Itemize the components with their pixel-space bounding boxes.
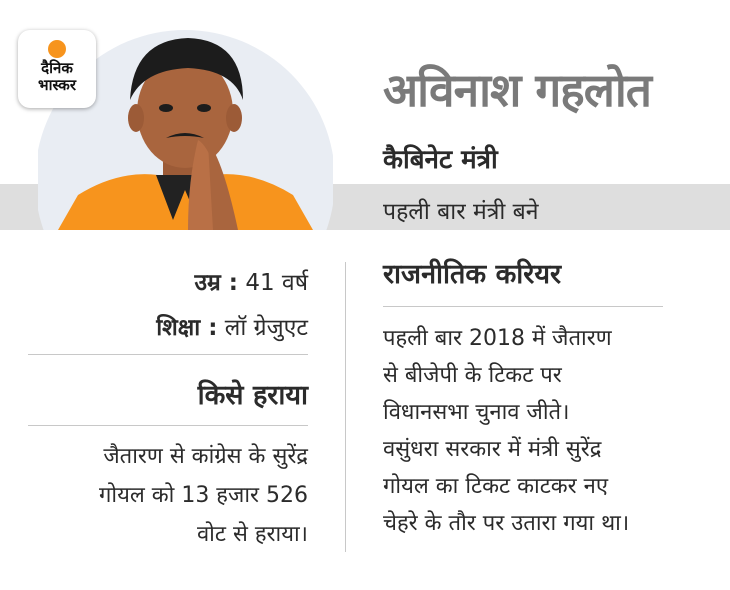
- divider: [383, 306, 663, 307]
- age-label: उम्र :: [194, 270, 239, 296]
- first-time-minister: पहली बार मंत्री बने: [383, 199, 539, 225]
- age-value: 41 वर्ष: [245, 270, 308, 296]
- career-line: चेहरे के तौर पर उतारा गया था।: [383, 511, 630, 536]
- minister-role: कैबिनेट मंत्री: [383, 145, 498, 175]
- logo-line-2: भास्कर: [38, 76, 76, 94]
- career-title: राजनीतिक करियर: [383, 259, 562, 290]
- defeated-title: किसे हराया: [197, 380, 308, 411]
- column-divider: [345, 262, 346, 552]
- minister-name: अविनाश गहलोत: [383, 63, 652, 117]
- career-line: से बीजेपी के टिकट पर: [383, 363, 562, 388]
- career-line: पहली बार 2018 में जैतारण: [383, 326, 612, 351]
- age-row: [28, 265, 308, 297]
- dainik-bhaskar-logo: [18, 30, 96, 108]
- divider: [28, 354, 308, 355]
- education-value: लॉ ग्रेजुएट: [224, 315, 308, 341]
- career-line: वसुंधरा सरकार में मंत्री सुरेंद्र: [383, 437, 602, 462]
- career-line: गोयल का टिकट काटकर नए: [383, 474, 609, 499]
- defeated-line: वोट से हराया।: [196, 522, 308, 547]
- divider: [28, 425, 308, 426]
- defeated-line: गोयल को 13 हजार 526: [98, 483, 308, 508]
- logo-line-1: दैनिक: [41, 59, 73, 77]
- career-text: [383, 320, 629, 542]
- career-line: विधानसभा चुनाव जीते।: [383, 400, 570, 425]
- education-label: शिक्षा :: [156, 315, 218, 341]
- defeated-text: [28, 437, 308, 554]
- sun-icon: [48, 40, 66, 58]
- education-row: [28, 310, 308, 342]
- defeated-line: जैतारण से कांग्रेस के सुरेंद्र: [103, 444, 308, 469]
